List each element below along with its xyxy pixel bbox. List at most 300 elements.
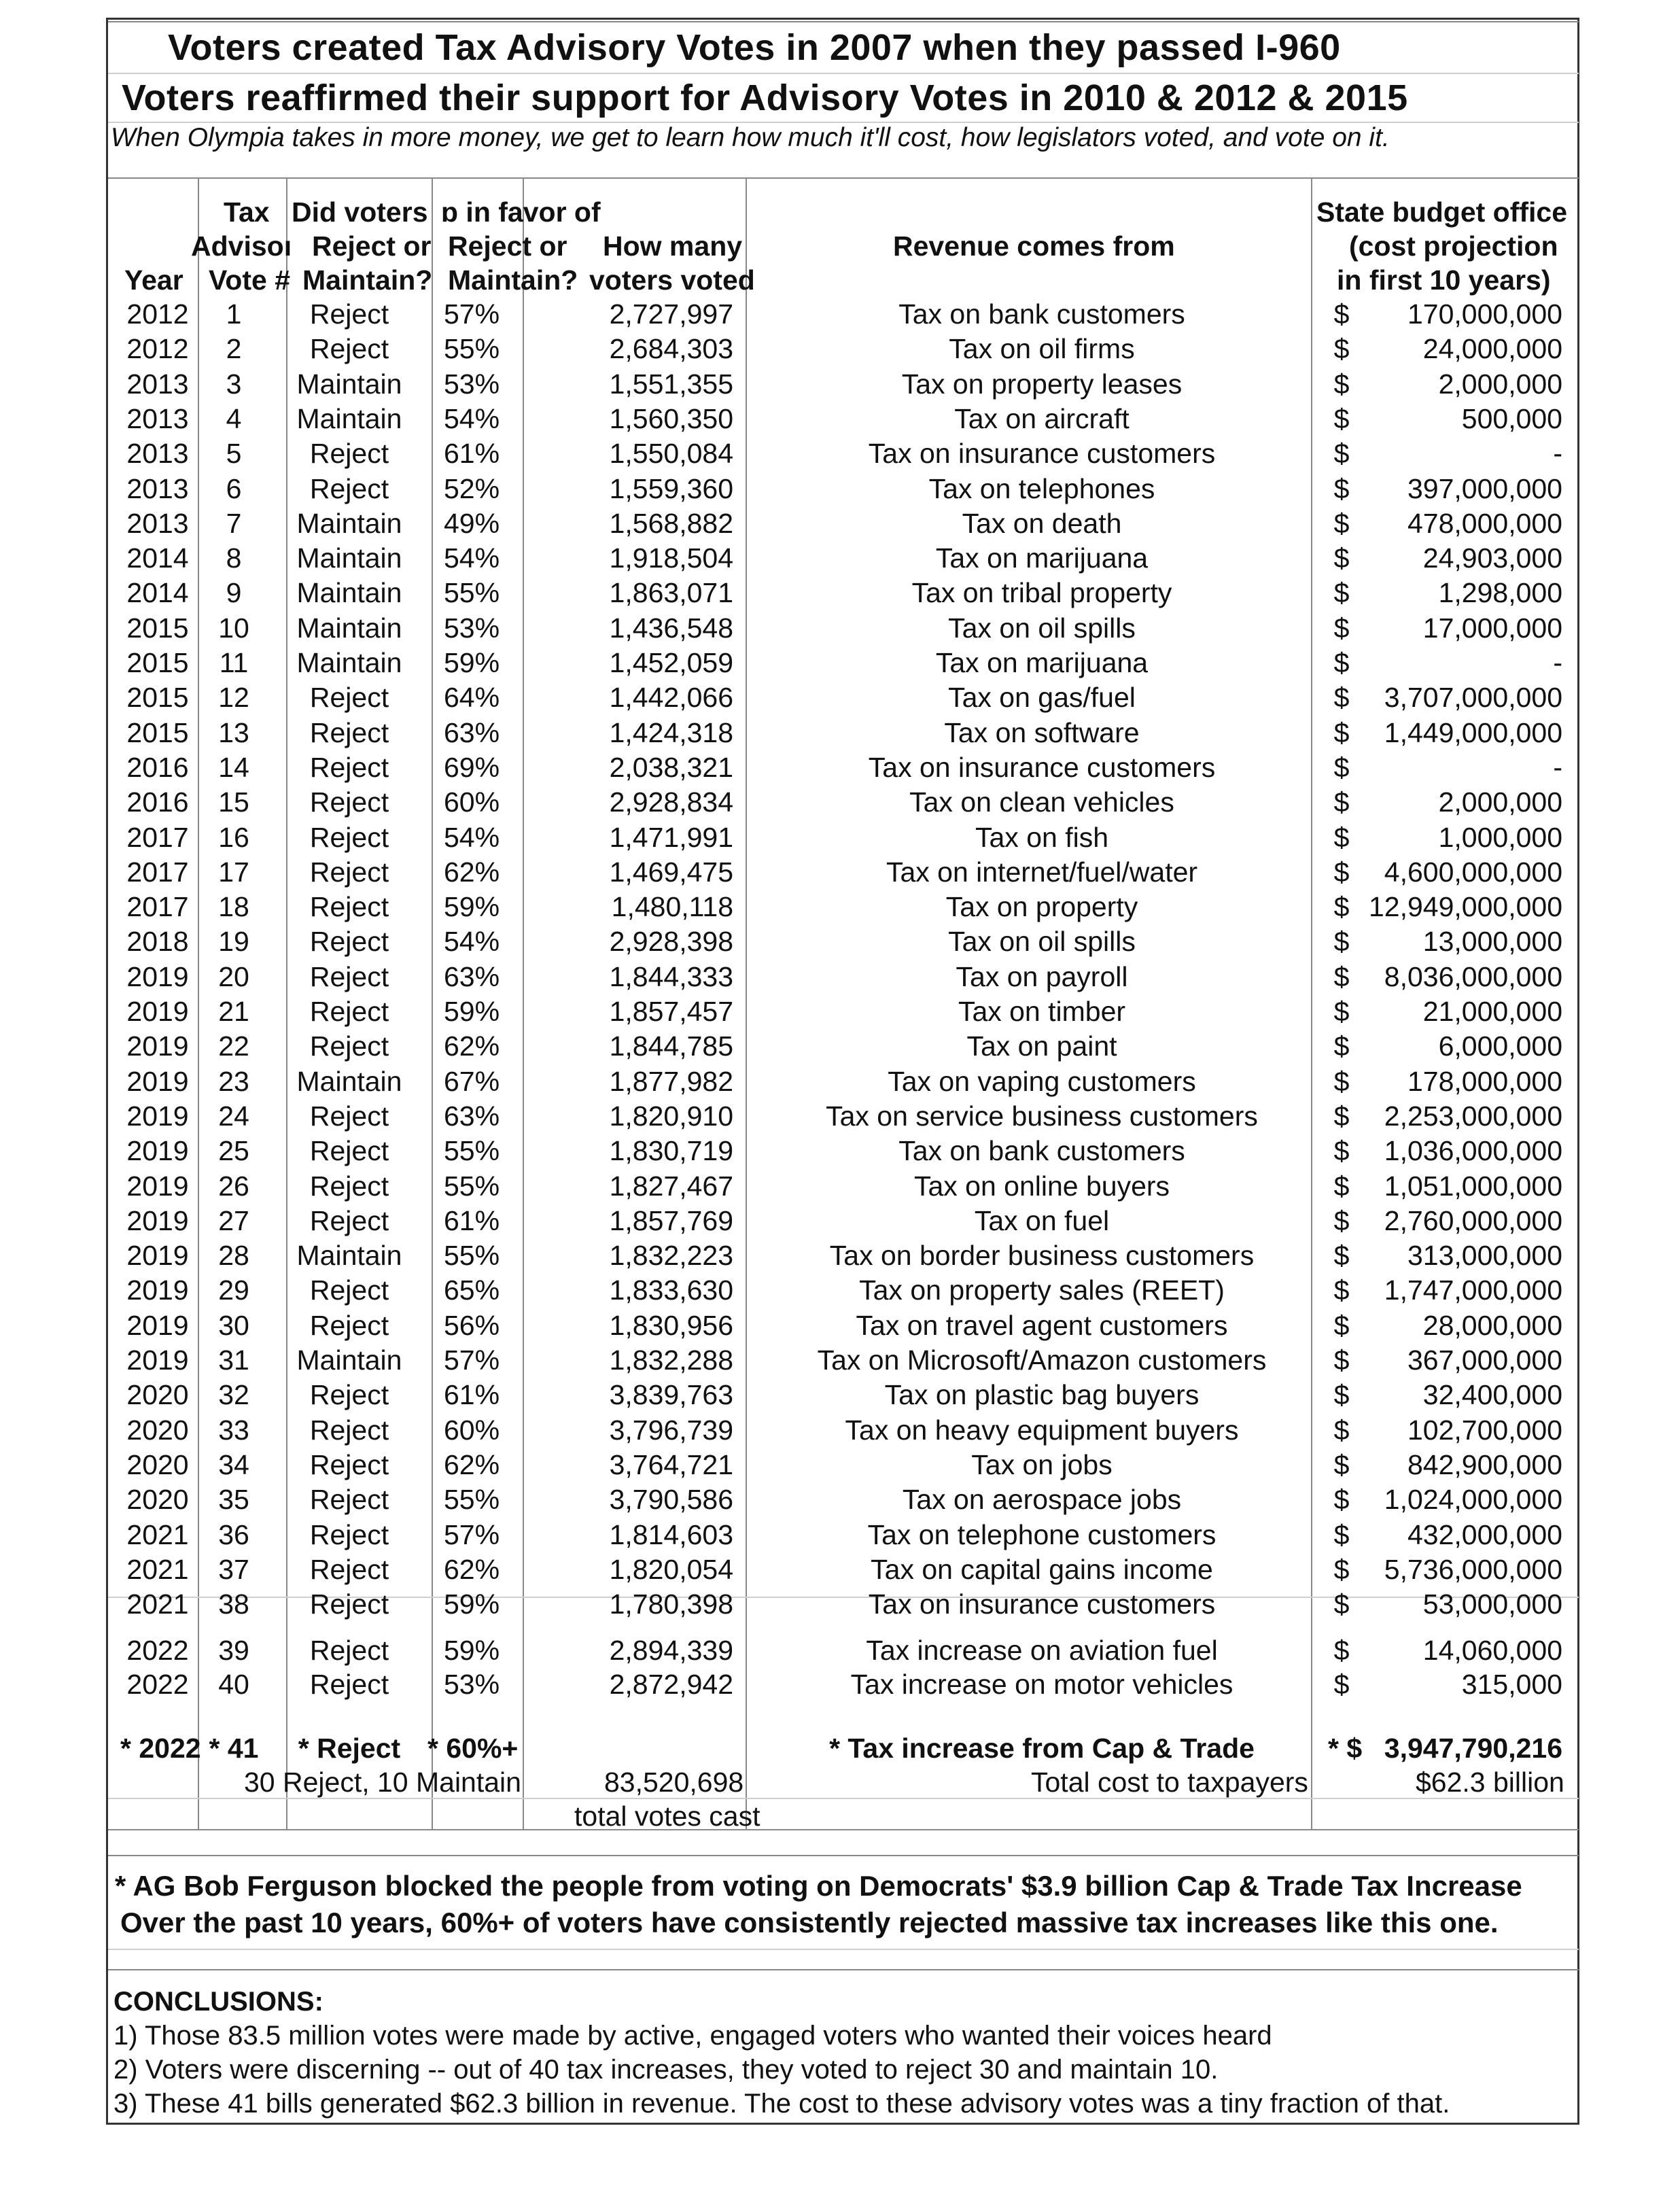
total-votes-label: total votes cast	[574, 1800, 760, 1832]
table-row-year: 2013	[126, 438, 189, 470]
table-row-source: Tax on marijuana	[935, 647, 1149, 678]
table-row-source: Tax on paint	[966, 1030, 1117, 1062]
table-row-dollar: $	[1333, 1170, 1350, 1202]
table-row-vote: 5	[226, 438, 242, 470]
table-row-vote: 34	[218, 1448, 249, 1480]
table-row-voters: 1,480,118	[611, 891, 733, 923]
table-row-dollar: $	[1333, 647, 1350, 678]
table-row-source: Tax on insurance customers	[868, 751, 1216, 783]
table-row-cost: 478,000,000	[1407, 507, 1562, 539]
conclusion-item-1: 1) Those 83.5 million votes were made by active, engaged voters who wanted their voices heard	[113, 2021, 1272, 2051]
table-row-cost: 842,900,000	[1407, 1448, 1562, 1480]
total-cost: $62.3 billion	[1416, 1767, 1564, 1798]
table-row-vote: 17	[218, 856, 249, 888]
table-row-pct: 56%	[443, 1309, 500, 1341]
table-row-cost: 1,747,000,000	[1384, 1274, 1562, 1306]
table-row-pct: 55%	[443, 1240, 500, 1272]
total-cost-label: Total cost to taxpayers	[1031, 1767, 1308, 1798]
table-row-decision: Reject	[309, 960, 389, 992]
table-row-vote: 6	[226, 472, 242, 504]
table-row-cost: 53,000,000	[1422, 1588, 1562, 1620]
table-row-year: 2015	[126, 612, 189, 644]
table-row-year: 2012	[126, 333, 189, 365]
blocked-row-vote: * 41	[209, 1733, 259, 1764]
table-row-voters: 1,568,882	[609, 507, 733, 539]
table-row-decision: Reject	[309, 786, 389, 818]
advisory-votes-sheet	[106, 18, 1579, 2125]
table-row-cost: 3,707,000,000	[1384, 682, 1562, 714]
table-row-pct: 63%	[443, 960, 500, 992]
table-row-cost: 4,600,000,000	[1384, 856, 1562, 888]
table-row-2022-year: 2022	[126, 1635, 189, 1666]
table-row-pct: 61%	[443, 1379, 500, 1411]
table-row-cost: 2,760,000,000	[1384, 1204, 1562, 1236]
table-row-vote: 28	[218, 1240, 249, 1272]
table-row-year: 2019	[126, 1309, 189, 1341]
table-row-pct: 49%	[443, 507, 500, 539]
table-row-dollar: $	[1333, 333, 1350, 365]
table-row-decision: Maintain	[296, 402, 402, 434]
table-row-decision: Maintain	[296, 1344, 402, 1376]
table-row-voters: 1,830,956	[609, 1309, 733, 1341]
table-row-voters: 1,877,982	[609, 1065, 733, 1097]
table-row-2022-year: 2022	[126, 1669, 189, 1700]
table-row-year: 2013	[126, 507, 189, 539]
table-row-cost: 28,000,000	[1422, 1309, 1562, 1341]
table-row-decision: Reject	[309, 1414, 389, 1446]
table-row-source: Tax on oil spills	[948, 612, 1136, 644]
header-did-reject-or: Reject or	[312, 230, 432, 262]
table-row-decision: Reject	[309, 1518, 389, 1550]
table-row-year: 2017	[126, 856, 189, 888]
header-tax-bottom: Vote #	[209, 264, 290, 296]
table-row-source: Tax on bank customers	[898, 298, 1185, 330]
table-row-pct: 60%	[443, 1414, 500, 1446]
table-row-2022-voters: 2,872,942	[609, 1669, 733, 1700]
table-row-dollar: $	[1333, 1204, 1350, 1236]
table-row-year: 2015	[126, 682, 189, 714]
table-row-vote: 35	[218, 1484, 249, 1516]
table-row-pct: 57%	[443, 1344, 500, 1376]
table-row-dollar: $	[1333, 368, 1350, 400]
table-row-pct: 61%	[443, 1204, 500, 1236]
table-row-year: 2019	[126, 1274, 189, 1306]
table-row-vote: 11	[219, 647, 249, 678]
table-row-voters: 2,038,321	[609, 751, 733, 783]
table-row-vote: 22	[218, 1030, 249, 1062]
header-did-voters: Did voters	[292, 196, 428, 228]
header-pct-reject-or: Reject or	[448, 230, 567, 262]
table-row-pct: 54%	[443, 542, 500, 574]
conclusion-item-3: 3) These 41 bills generated $62.3 billion in revenue. The cost to these advisory votes was a tiny fraction of that.	[113, 2089, 1450, 2119]
table-row-voters: 2,928,398	[609, 926, 733, 958]
table-row-pct: 63%	[443, 716, 500, 748]
table-row-2022-dollar: $	[1333, 1635, 1350, 1666]
table-row-year: 2014	[126, 577, 189, 609]
table-row-vote: 13	[218, 716, 249, 748]
table-row-source: Tax on marijuana	[935, 542, 1149, 574]
table-row-source: Tax on service business customers	[826, 1100, 1258, 1132]
table-row-voters: 1,918,504	[609, 542, 733, 574]
table-row-dollar: $	[1333, 507, 1350, 539]
table-row-vote: 36	[218, 1518, 249, 1550]
table-row-source: Tax on capital gains income	[871, 1553, 1213, 1585]
row-divider	[108, 1855, 1579, 1856]
table-row-dollar: $	[1333, 1065, 1350, 1097]
table-row-2022-cost: 14,060,000	[1422, 1635, 1562, 1666]
table-row-voters: 1,832,223	[609, 1240, 733, 1272]
table-row-decision: Reject	[309, 1484, 389, 1516]
table-row-decision: Reject	[309, 856, 389, 888]
table-row-voters: 1,780,398	[609, 1588, 733, 1620]
table-row-source: Tax on aerospace jobs	[902, 1484, 1182, 1516]
table-row-vote: 12	[218, 682, 249, 714]
table-row-vote: 14	[218, 751, 249, 783]
table-row-decision: Reject	[309, 1170, 389, 1202]
table-row-year: 2021	[126, 1553, 189, 1585]
header-tax-top: Tax	[224, 196, 270, 228]
table-row-cost: 24,000,000	[1422, 333, 1562, 365]
table-row-voters: 1,863,071	[609, 577, 733, 609]
table-row-source: Tax on property sales (REET)	[859, 1274, 1225, 1306]
table-row-vote: 33	[218, 1414, 249, 1446]
table-row-vote: 30	[218, 1309, 249, 1341]
table-row-2022-vote: 39	[218, 1635, 249, 1666]
table-row-source: Tax on software	[944, 716, 1140, 748]
table-row-voters: 3,790,586	[609, 1484, 733, 1516]
table-row-vote: 9	[226, 577, 242, 609]
table-row-vote: 25	[218, 1135, 249, 1167]
table-row-pct: 59%	[443, 891, 500, 923]
table-row-cost: 8,036,000,000	[1384, 960, 1562, 992]
table-row-year: 2016	[126, 751, 189, 783]
table-row-dollar: $	[1333, 1379, 1350, 1411]
table-row-dollar: $	[1333, 1309, 1350, 1341]
table-row-cost: 2,000,000	[1438, 368, 1562, 400]
table-row-pct: 54%	[443, 926, 500, 958]
table-row-year: 2013	[126, 368, 189, 400]
table-row-source: Tax on payroll	[956, 960, 1128, 992]
table-row-source: Tax on bank customers	[898, 1135, 1185, 1167]
table-row-cost: 5,736,000,000	[1384, 1553, 1562, 1585]
table-row-dollar: $	[1333, 1100, 1350, 1132]
table-row-voters: 1,560,350	[609, 402, 733, 434]
table-row-dollar: $	[1333, 438, 1350, 470]
table-row-voters: 1,452,059	[609, 647, 733, 678]
table-row-dollar: $	[1333, 1588, 1350, 1620]
table-row-pct: 54%	[443, 821, 500, 853]
table-row-pct: 62%	[443, 1030, 500, 1062]
table-row-pct: 53%	[443, 612, 500, 644]
table-row-voters: 1,814,603	[609, 1518, 733, 1550]
table-row-year: 2021	[126, 1518, 189, 1550]
table-row-vote: 16	[218, 821, 249, 853]
table-row-voters: 1,442,066	[609, 682, 733, 714]
table-row-dollar: $	[1333, 612, 1350, 644]
table-row-year: 2015	[126, 647, 189, 678]
note-line-2: Over the past 10 years, 60%+ of voters have consistently rejected massive tax increases like this one.	[120, 1907, 1499, 1938]
table-row-voters: 2,928,834	[609, 786, 733, 818]
table-row-decision: Reject	[309, 298, 389, 330]
table-row-year: 2021	[126, 1588, 189, 1620]
table-row-vote: 23	[218, 1065, 249, 1097]
table-row-voters: 2,684,303	[609, 333, 733, 365]
table-row-2022-source: Tax increase on motor vehicles	[850, 1669, 1233, 1700]
table-row-source: Tax on fish	[975, 821, 1108, 853]
table-row-cost: 24,903,000	[1422, 542, 1562, 574]
table-row-dollar: $	[1333, 926, 1350, 958]
table-row-voters: 1,436,548	[609, 612, 733, 644]
row-divider	[108, 1969, 1579, 1970]
table-row-pct: 65%	[443, 1274, 500, 1306]
table-row-cost: 432,000,000	[1407, 1518, 1562, 1550]
table-row-decision: Maintain	[296, 612, 402, 644]
table-row-cost: -	[1553, 647, 1562, 678]
blocked-row-pct: * 60%+	[427, 1733, 519, 1764]
table-row-dollar: $	[1333, 786, 1350, 818]
table-row-decision: Reject	[309, 891, 389, 923]
table-row-vote: 24	[218, 1100, 249, 1132]
table-row-cost: 397,000,000	[1407, 472, 1562, 504]
column-divider	[198, 177, 199, 1829]
table-row-year: 2019	[126, 1240, 189, 1272]
table-row-dollar: $	[1333, 1484, 1350, 1516]
table-row-decision: Maintain	[296, 542, 402, 574]
table-row-dollar: $	[1333, 1518, 1350, 1550]
table-row-vote: 20	[218, 960, 249, 992]
table-row-decision: Reject	[309, 438, 389, 470]
table-row-dollar: $	[1333, 960, 1350, 992]
table-row-year: 2018	[126, 926, 189, 958]
light-row-divider	[108, 73, 1579, 74]
table-row-dollar: $	[1333, 298, 1350, 330]
table-row-year: 2020	[126, 1448, 189, 1480]
header-budget-bottom: in first 10 years)	[1337, 264, 1551, 296]
table-row-pct: 64%	[443, 682, 500, 714]
table-row-dollar: $	[1333, 682, 1350, 714]
blocked-row-dollar: * $	[1328, 1733, 1363, 1764]
header-pct-in-favor: ɒ in favor of	[441, 196, 601, 228]
table-row-voters: 1,550,084	[609, 438, 733, 470]
table-row-decision: Reject	[309, 1204, 389, 1236]
table-row-cost: 6,000,000	[1438, 1030, 1562, 1062]
table-row-cost: 178,000,000	[1407, 1065, 1562, 1097]
table-row-vote: 15	[218, 786, 249, 818]
table-row-year: 2017	[126, 891, 189, 923]
table-row-decision: Reject	[309, 1135, 389, 1167]
table-row-source: Tax on gas/fuel	[948, 682, 1136, 714]
table-row-cost: 1,051,000,000	[1384, 1170, 1562, 1202]
table-row-vote: 21	[218, 996, 249, 1027]
table-row-cost: 102,700,000	[1407, 1414, 1562, 1446]
table-row-cost: 1,000,000	[1438, 821, 1562, 853]
table-row-voters: 1,844,333	[609, 960, 733, 992]
table-row-pct: 62%	[443, 1553, 500, 1585]
table-row-source: Tax on insurance customers	[868, 438, 1216, 470]
table-row-dollar: $	[1333, 1553, 1350, 1585]
table-row-vote: 29	[218, 1274, 249, 1306]
table-row-vote: 3	[226, 368, 242, 400]
table-row-dollar: $	[1333, 996, 1350, 1027]
header-pct-maintain: Maintain?	[448, 264, 578, 296]
table-row-vote: 31	[218, 1344, 249, 1376]
blocked-row-source: * Tax increase from Cap & Trade	[829, 1733, 1255, 1764]
table-row-pct: 55%	[443, 333, 500, 365]
table-row-decision: Reject	[309, 1588, 389, 1620]
table-row-voters: 1,844,785	[609, 1030, 733, 1062]
table-row-pct: 63%	[443, 1100, 500, 1132]
table-row-decision: Maintain	[296, 1065, 402, 1097]
table-row-pct: 57%	[443, 1518, 500, 1550]
table-row-cost: 313,000,000	[1407, 1240, 1562, 1272]
table-row-source: Tax on telephones	[928, 472, 1155, 504]
table-row-year: 2019	[126, 1030, 189, 1062]
total-votes: 83,520,698	[604, 1767, 744, 1798]
table-row-voters: 1,559,360	[609, 472, 733, 504]
table-row-cost: 13,000,000	[1422, 926, 1562, 958]
table-row-cost: 2,000,000	[1438, 786, 1562, 818]
table-row-pct: 59%	[443, 996, 500, 1027]
header-budget-top: State budget office	[1316, 196, 1568, 228]
header-revenue: Revenue comes from	[893, 230, 1175, 262]
table-row-pct: 55%	[443, 1484, 500, 1516]
table-row-vote: 37	[218, 1553, 249, 1585]
table-row-source: Tax on telephone customers	[867, 1518, 1217, 1550]
table-row-year: 2019	[126, 1065, 189, 1097]
table-row-dollar: $	[1333, 1274, 1350, 1306]
table-row-voters: 1,471,991	[609, 821, 733, 853]
table-row-decision: Reject	[309, 1379, 389, 1411]
table-row-dollar: $	[1333, 402, 1350, 434]
table-row-dollar: $	[1333, 542, 1350, 574]
table-row-voters: 1,820,054	[609, 1553, 733, 1585]
table-row-vote: 19	[218, 926, 249, 958]
table-row-source: Tax on internet/fuel/water	[886, 856, 1198, 888]
table-row-decision: Reject	[309, 1448, 389, 1480]
table-row-vote: 2	[226, 333, 242, 365]
table-row-cost: 170,000,000	[1407, 298, 1562, 330]
conclusion-item-2: 2) Voters were discerning -- out of 40 tax increases, they voted to reject 30 and maintain 10.	[113, 2055, 1219, 2085]
table-row-pct: 55%	[443, 1170, 500, 1202]
table-row-vote: 10	[218, 612, 249, 644]
table-row-cost: 1,298,000	[1438, 577, 1562, 609]
table-row-pct: 62%	[443, 856, 500, 888]
table-row-source: Tax on property	[945, 891, 1138, 923]
table-row-cost: 12,949,000,000	[1369, 891, 1562, 923]
table-row-year: 2014	[126, 542, 189, 574]
table-row-year: 2013	[126, 402, 189, 434]
table-row-source: Tax on online buyers	[913, 1170, 1170, 1202]
table-row-decision: Maintain	[296, 368, 402, 400]
row-divider	[108, 177, 1579, 179]
table-row-voters: 3,839,763	[609, 1379, 733, 1411]
table-row-source: Tax on property leases	[901, 368, 1183, 400]
table-row-voters: 1,830,719	[609, 1135, 733, 1167]
table-row-source: Tax on jobs	[971, 1448, 1113, 1480]
table-row-year: 2019	[126, 1100, 189, 1132]
table-row-pct: 52%	[443, 472, 500, 504]
table-row-pct: 59%	[443, 647, 500, 678]
table-row-pct: 55%	[443, 1135, 500, 1167]
table-row-cost: 21,000,000	[1422, 996, 1562, 1027]
table-row-pct: 67%	[443, 1065, 500, 1097]
table-row-year: 2019	[126, 1204, 189, 1236]
table-row-decision: Reject	[309, 926, 389, 958]
table-row-source: Tax on oil firms	[949, 333, 1135, 365]
table-row-dollar: $	[1333, 577, 1350, 609]
table-row-year: 2016	[126, 786, 189, 818]
table-row-decision: Maintain	[296, 577, 402, 609]
table-row-source: Tax on plastic bag buyers	[884, 1379, 1200, 1411]
row-divider	[108, 1829, 1579, 1830]
table-row-year: 2019	[126, 996, 189, 1027]
table-row-decision: Reject	[309, 1030, 389, 1062]
table-row-source: Tax on timber	[958, 996, 1126, 1027]
table-row-vote: 4	[226, 402, 242, 434]
column-divider	[523, 177, 524, 1829]
table-row-decision: Reject	[309, 472, 389, 504]
table-row-decision: Reject	[309, 996, 389, 1027]
table-row-pct: 55%	[443, 577, 500, 609]
title-line-2: Voters reaffirmed their support for Advisory Votes in 2010 & 2012 & 2015	[122, 77, 1408, 118]
note-line-1: * AG Bob Ferguson blocked the people from voting on Democrats' $3.9 billion Cap & Trade Tax Increase	[115, 1870, 1522, 1902]
table-row-decision: Reject	[309, 1553, 389, 1585]
table-row-dollar: $	[1333, 856, 1350, 888]
header-voters-voted: voters voted	[589, 264, 755, 296]
table-row-year: 2013	[126, 472, 189, 504]
table-row-vote: 8	[226, 542, 242, 574]
table-row-pct: 54%	[443, 402, 500, 434]
header-budget-mid: (cost projection	[1349, 230, 1558, 262]
header-year: Year	[124, 264, 183, 296]
table-row-cost: 2,253,000,000	[1384, 1100, 1562, 1132]
table-row-voters: 1,424,318	[609, 716, 733, 748]
table-row-vote: 1	[226, 298, 242, 330]
table-row-2022-pct: 53%	[443, 1669, 500, 1700]
table-row-dollar: $	[1333, 821, 1350, 853]
table-row-cost: 367,000,000	[1407, 1344, 1562, 1376]
table-row-vote: 32	[218, 1379, 249, 1411]
table-row-year: 2020	[126, 1379, 189, 1411]
table-row-decision: Reject	[309, 1309, 389, 1341]
table-row-dollar: $	[1333, 1448, 1350, 1480]
light-row-divider	[108, 1949, 1579, 1950]
table-row-cost: 32,400,000	[1422, 1379, 1562, 1411]
table-row-cost: 17,000,000	[1422, 612, 1562, 644]
blocked-row-cost: 3,947,790,216	[1384, 1733, 1562, 1764]
table-row-year: 2017	[126, 821, 189, 853]
table-row-voters: 2,727,997	[609, 298, 733, 330]
table-row-cost: 1,036,000,000	[1384, 1135, 1562, 1167]
table-row-year: 2020	[126, 1484, 189, 1516]
table-row-source: Tax on insurance customers	[868, 1588, 1216, 1620]
table-row-decision: Reject	[309, 682, 389, 714]
table-row-source: Tax on clean vehicles	[909, 786, 1174, 818]
table-row-dollar: $	[1333, 1240, 1350, 1272]
table-row-pct: 59%	[443, 1588, 500, 1620]
table-row-source: Tax on death	[962, 507, 1122, 539]
table-row-dollar: $	[1333, 1414, 1350, 1446]
table-row-vote: 38	[218, 1588, 249, 1620]
table-row-voters: 3,796,739	[609, 1414, 733, 1446]
tally-text: 30 Reject, 10 Maintain	[244, 1767, 521, 1798]
table-row-dollar: $	[1333, 1344, 1350, 1376]
table-row-voters: 1,833,630	[609, 1274, 733, 1306]
table-row-source: Tax on travel agent customers	[856, 1309, 1228, 1341]
table-row-source: Tax on Microsoft/Amazon customers	[817, 1344, 1267, 1376]
table-row-pct: 62%	[443, 1448, 500, 1480]
table-row-voters: 3,764,721	[609, 1448, 733, 1480]
